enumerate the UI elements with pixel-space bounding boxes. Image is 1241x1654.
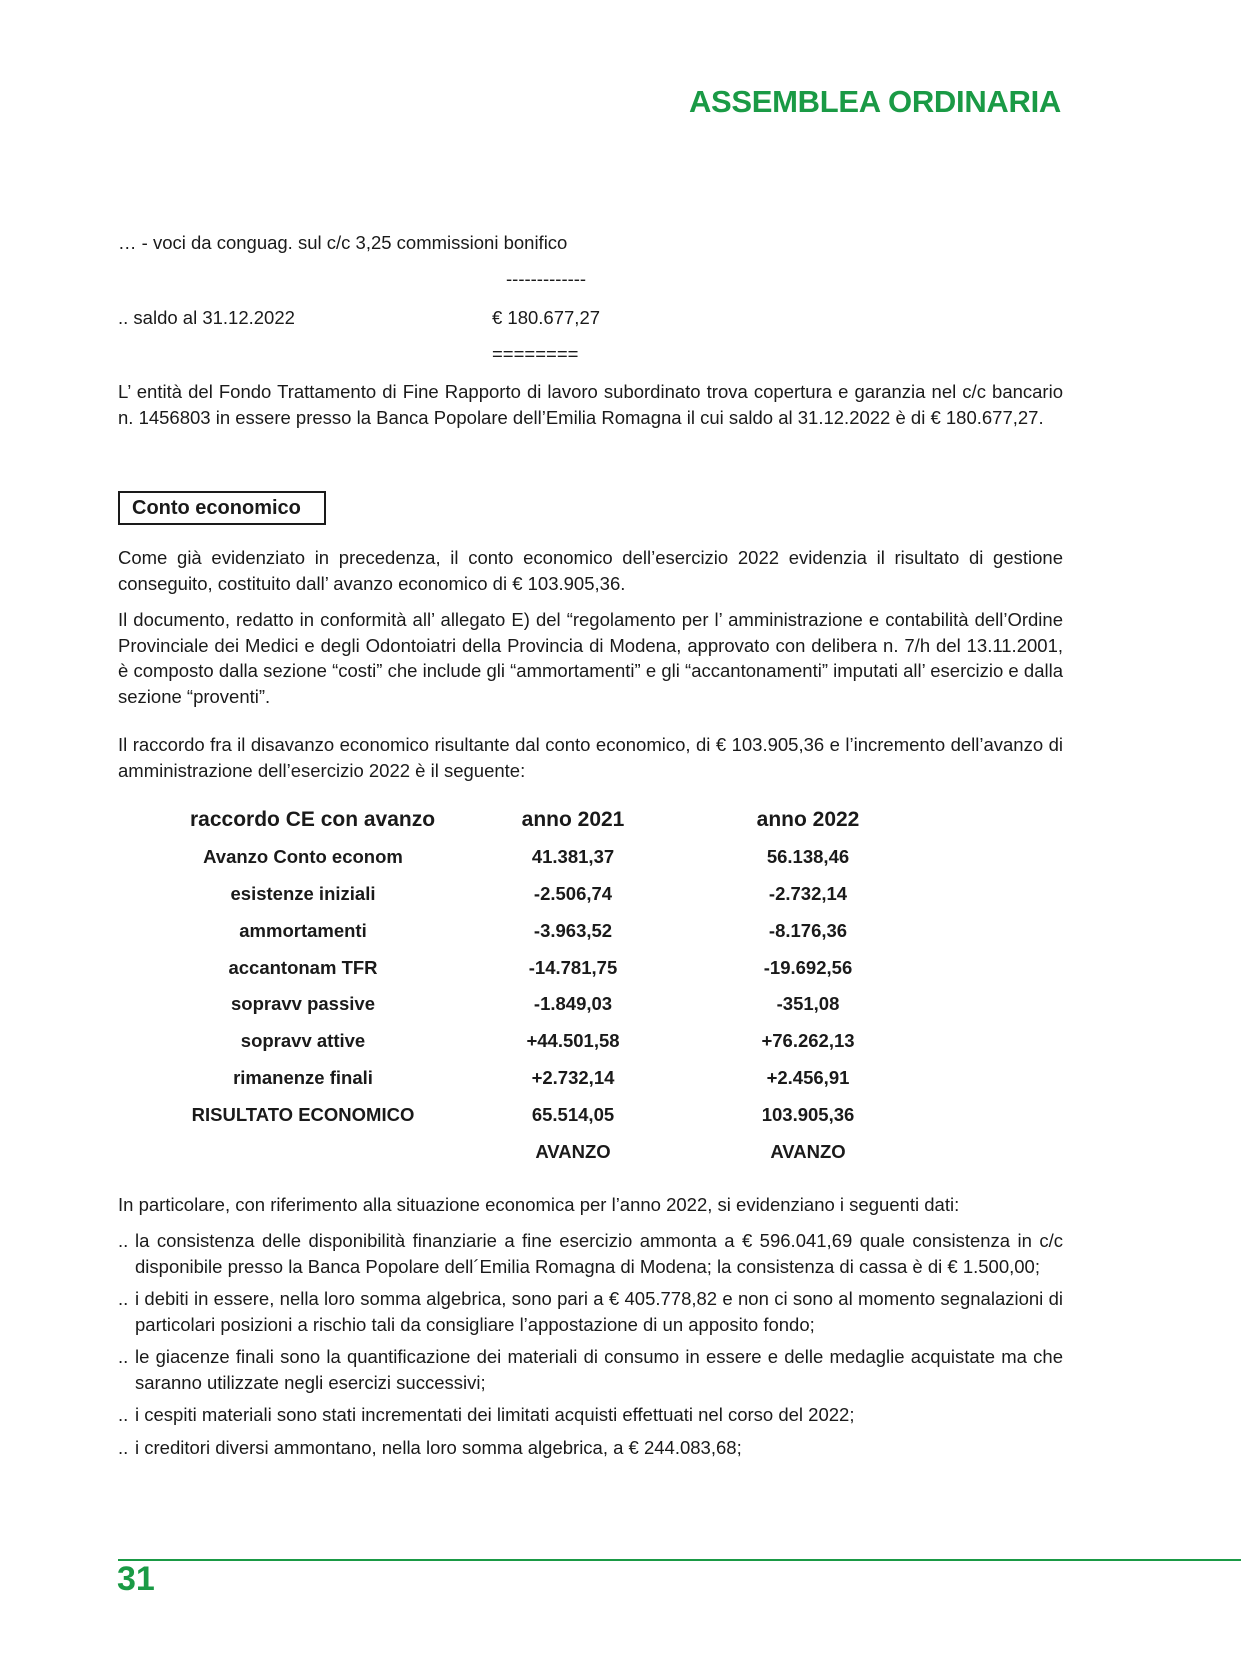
table-cell: sopravv passive xyxy=(231,993,375,1014)
table-header-cell: anno 2022 xyxy=(756,808,860,831)
table-cell: -2.732,14 xyxy=(768,883,848,904)
table-row xyxy=(118,993,1063,1023)
table-cell: -3.963,52 xyxy=(533,920,613,941)
page-number: 31 xyxy=(117,1560,155,1598)
paragraph-3: Il raccordo fra il disavanzo economico risultante dal conto economico, di € 103.905,36 e l’incremento dell’avanzo di amministrazione dell’esercizio 2022 è il seguente: xyxy=(118,734,1063,781)
table-cell: Avanzo Conto econom xyxy=(203,846,403,867)
paragraph-2: Il documento, redatto in conformità all’ allegato E) del “regolamento per l’ amministrazione e contabilità dell’Ordine Provinciale dei Medici e degli Odontoiatri della Provincia di Modena, approvato con delibera n. 7/h del 13.11.2001, è composto dalla sezione “costi” che include gli “ammortamenti” e gli “accantonamenti” imputati all’ esercizio e dalla sezione “proventi”. xyxy=(118,609,1063,707)
table-cell: -2.506,74 xyxy=(533,883,613,904)
table-row xyxy=(118,846,1063,876)
bullet-mark: .. xyxy=(118,1346,129,1367)
table-cell: RISULTATO ECONOMICO xyxy=(191,1104,415,1125)
table-cell: +2.456,91 xyxy=(766,1067,850,1088)
table-cell: -19.692,56 xyxy=(763,957,853,978)
list-item xyxy=(118,1344,1063,1395)
bullet-mark: .. xyxy=(118,1436,129,1458)
bullet-mark: .. xyxy=(118,1288,129,1309)
table-cell: -351,08 xyxy=(776,993,840,1014)
table-cell: esistenze iniziali xyxy=(230,883,376,904)
table-row xyxy=(118,1030,1063,1060)
table-row xyxy=(118,920,1063,950)
table-cell: rimanenze finali xyxy=(233,1067,373,1088)
ledger-saldo-value: € 180.677,27 xyxy=(492,307,601,328)
table-row xyxy=(118,883,1063,913)
table-row xyxy=(118,1104,1063,1134)
table-header-cell: raccordo CE con avanzo xyxy=(190,808,436,831)
table-cell: 41.381,37 xyxy=(531,846,615,867)
table-row xyxy=(118,1141,1063,1171)
table-cell: 65.514,05 xyxy=(531,1104,615,1125)
bullet-text: la consistenza delle disponibilità finanziarie a fine esercizio ammonta a € 596.041,69 quale consistenza in c/c disponibile presso la Banca Popolare dell´Emilia Romagna di Modena; la consistenza di cassa è di € 1.500,00; xyxy=(135,1230,1063,1277)
tfr-paragraph: L’ entità del Fondo Trattamento di Fine Rapporto di lavoro subordinato trova copertura e garanzia nel c/c bancario n. 1456803 in essere presso la Banca Popolare dell’Emilia Romagna il cui saldo al 31.12.2022 è di € 180.677,27. xyxy=(118,381,1063,428)
bullet-text: i creditori diversi ammontano, nella loro somma algebrica, a € 244.083,68; xyxy=(135,1436,742,1458)
footer-divider xyxy=(118,1559,1241,1561)
table-cell: ammortamenti xyxy=(239,920,367,941)
paragraph-1: Come già evidenziato in precedenza, il conto economico dell’esercizio 2022 evidenzia il risultato di gestione conseguito, costituito dall’ avanzo economico di € 103.905,36. xyxy=(118,547,1063,594)
table-row xyxy=(118,957,1063,987)
table-cell: +2.732,14 xyxy=(531,1067,615,1088)
list-item xyxy=(118,1402,1063,1428)
ledger-equals: ======== xyxy=(492,343,579,364)
page-header-title: ASSEMBLEA ORDINARIA xyxy=(688,84,1061,119)
section-title-box xyxy=(118,491,326,525)
table-cell: AVANZO xyxy=(535,1141,611,1162)
ledger-saldo-label: .. saldo al 31.12.2022 xyxy=(118,307,295,328)
bullet-mark: .. xyxy=(118,1404,129,1425)
table-header-row xyxy=(118,808,1063,838)
bullet-text: i cespiti materiali sono stati incrementati dei limitati acquisti effettuati nel corso del 2022; xyxy=(135,1404,855,1425)
bullets-intro: In particolare, con riferimento alla situazione economica per l’anno 2022, si evidenziano i seguenti dati: xyxy=(118,1194,960,1215)
table-cell: 103.905,36 xyxy=(761,1104,855,1125)
table-row xyxy=(118,1067,1063,1097)
ledger-voci-line: … - voci da conguag. sul c/c 3,25 commissioni bonifico xyxy=(118,232,568,253)
list-item xyxy=(118,1228,1063,1279)
list-item xyxy=(118,1435,1063,1461)
ledger-dashes: ------------- xyxy=(506,268,587,289)
bullet-text: le giacenze finali sono la quantificazione dei materiali di consumo in essere e delle medaglie acquistate ma che saranno utilizzate negli esercizi successivi; xyxy=(135,1346,1063,1393)
table-header-cell: anno 2021 xyxy=(521,808,625,831)
table-cell: -1.849,03 xyxy=(533,993,613,1014)
table-cell: -8.176,36 xyxy=(768,920,848,941)
table-cell: sopravv attive xyxy=(240,1030,366,1051)
section-title: Conto economico xyxy=(132,497,301,519)
bullet-list xyxy=(118,1228,1063,1467)
table-cell: AVANZO xyxy=(770,1141,846,1162)
bullet-mark: .. xyxy=(118,1230,129,1251)
bullet-text: i debiti in essere, nella loro somma algebrica, sono pari a € 405.778,82 e non ci sono al momento segnalazioni di particolari posizioni a rischio tali da consigliare l’appostazione di un apposito fondo; xyxy=(135,1288,1063,1335)
table-cell: +76.262,13 xyxy=(761,1030,855,1051)
table-cell: +44.501,58 xyxy=(526,1030,620,1051)
table-cell: 56.138,46 xyxy=(766,846,850,867)
list-item xyxy=(118,1286,1063,1337)
table-cell: accantonam TFR xyxy=(228,957,378,978)
table-cell: -14.781,75 xyxy=(528,957,618,978)
